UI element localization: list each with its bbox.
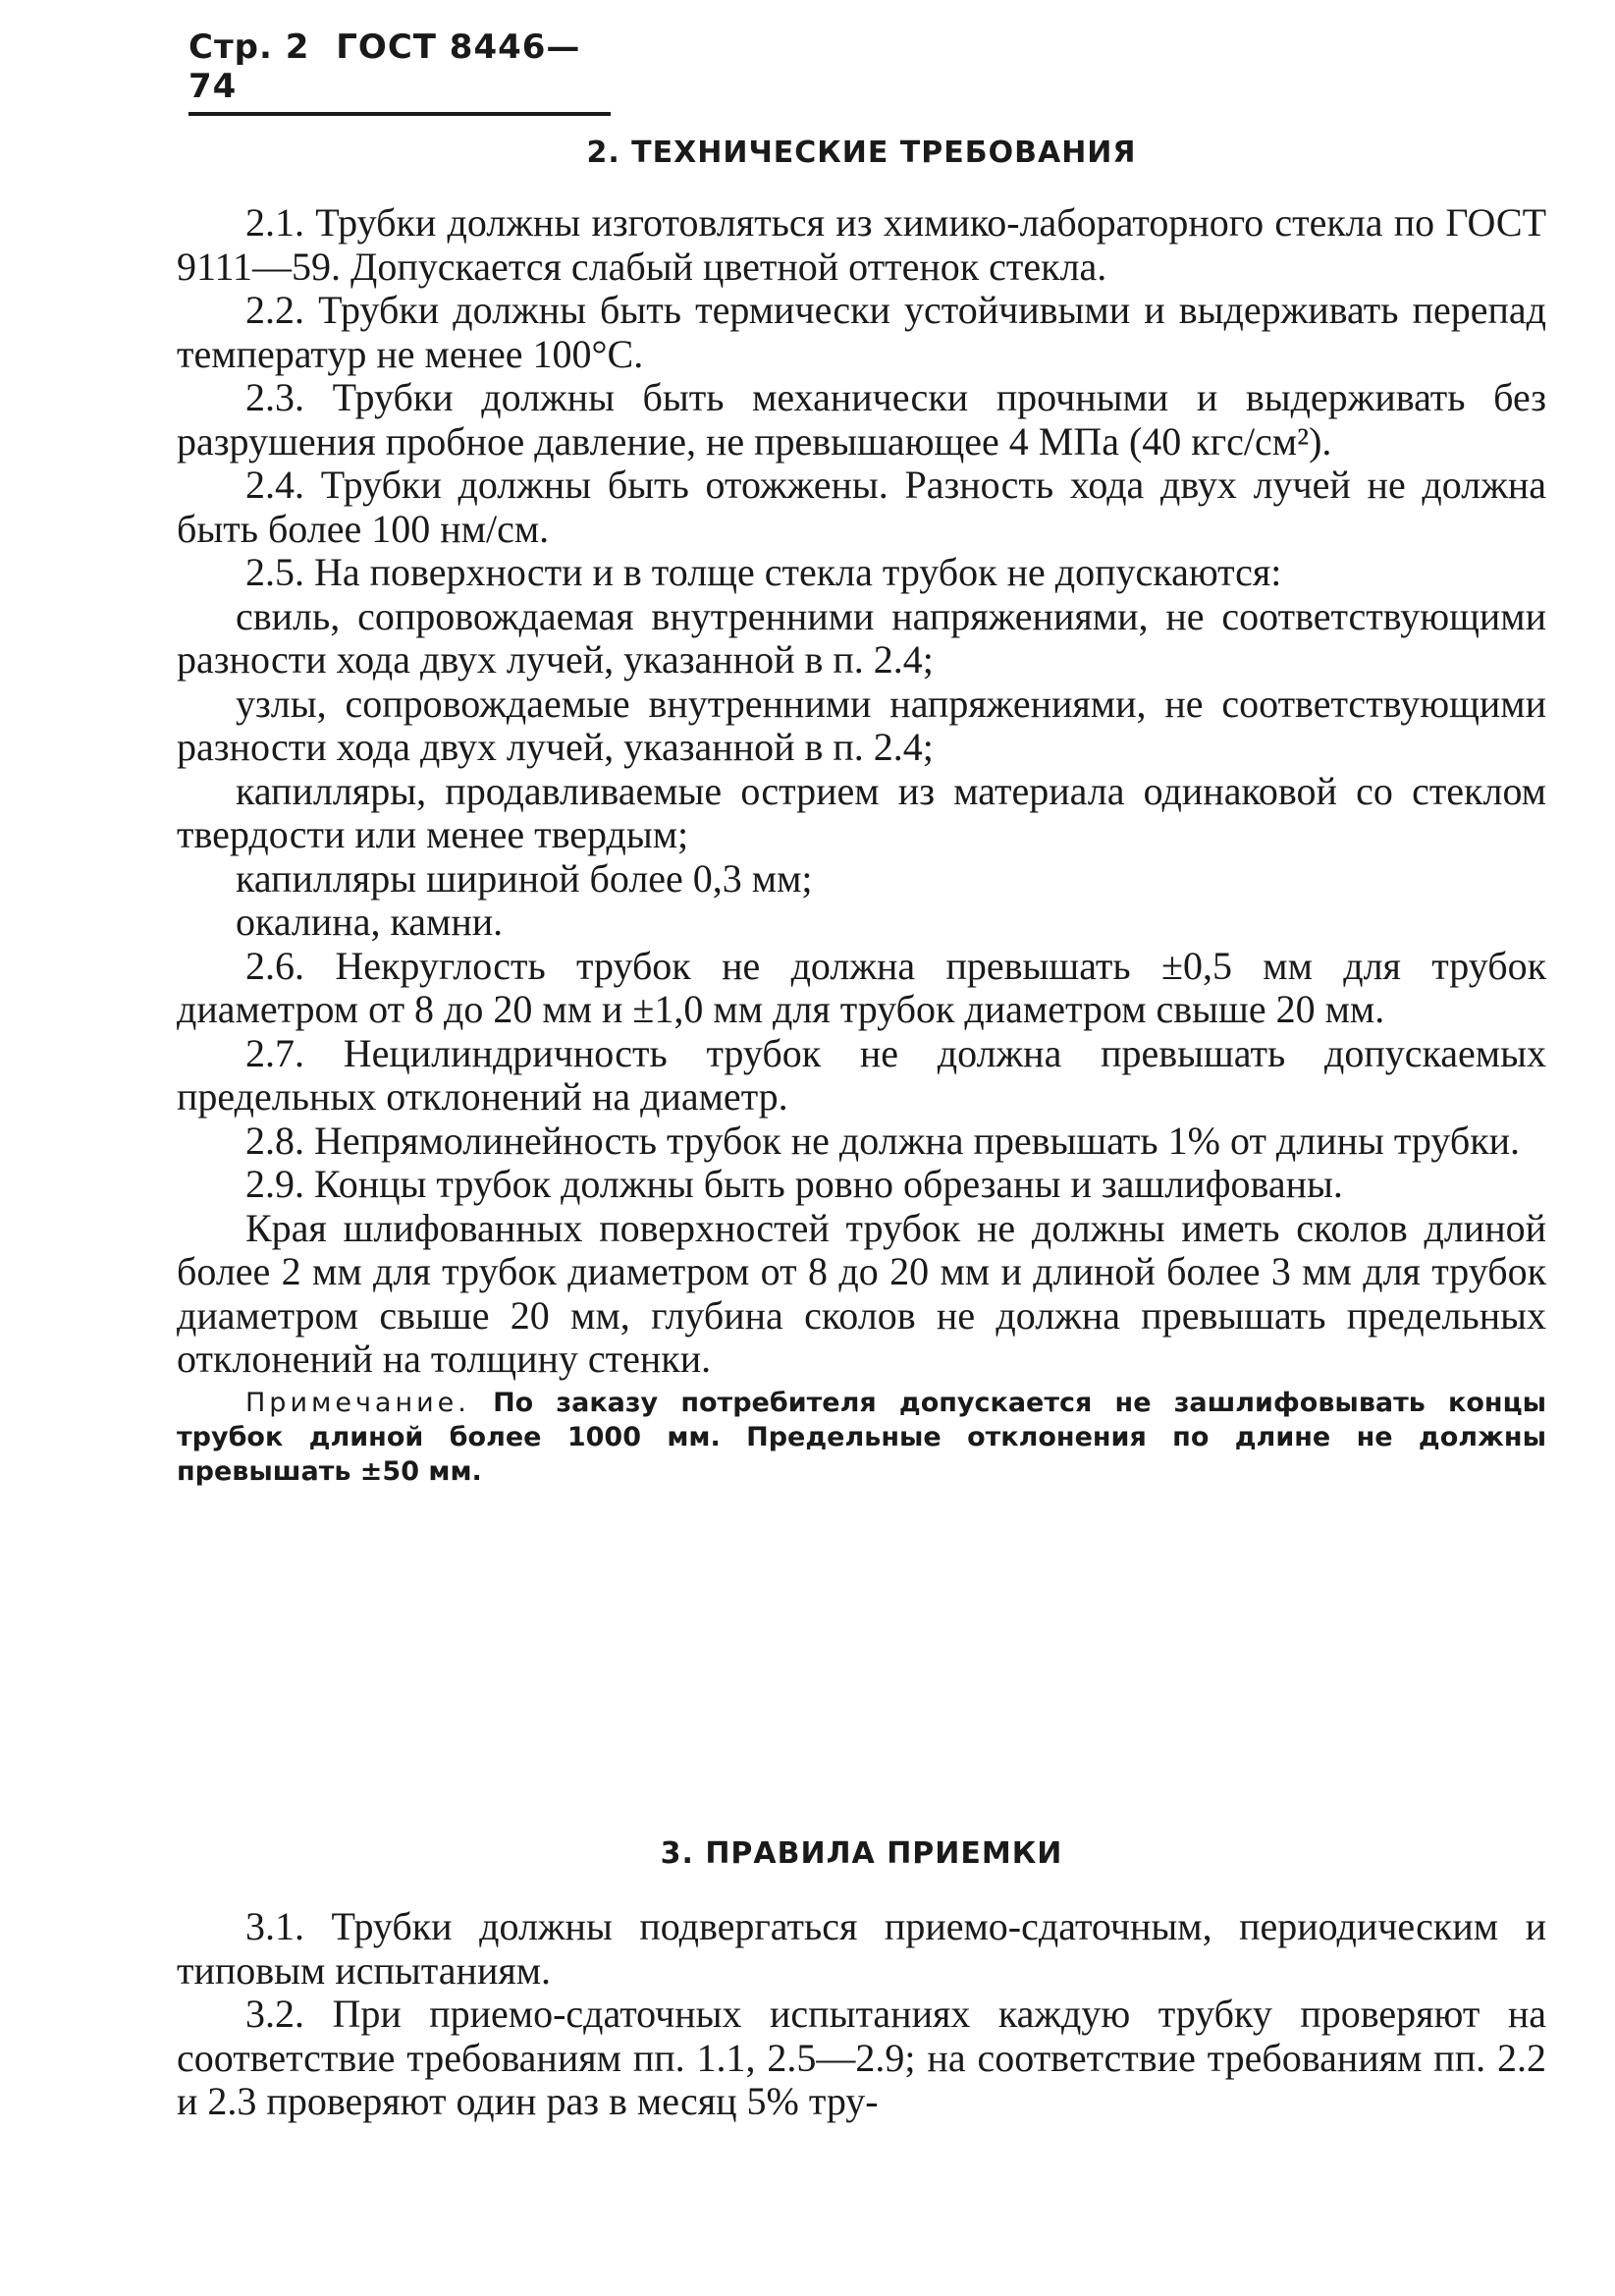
list-item-capillaries-pressed: капилляры, продавливаемые острием из материала одинаковой со стеклом твердости или менее твердым;: [177, 768, 1546, 856]
note-text: По заказу потребителя допускается не зашлифовывать концы трубок длиной более 1000 мм. Предельные отклонения по длине не должны превышать ±50 мм.: [177, 1387, 1546, 1487]
paragraph-2-9: 2.9. Концы трубок должны быть ровно обрезаны и зашлифованы.: [245, 1162, 1343, 1206]
list-item-knots: узлы, сопровождаемые внутренними напряжениями, не соответствующими разности хода двух лучей, указанной в п. 2.4;: [177, 681, 1546, 769]
paragraph-2-4: 2.4. Трубки должны быть отожжены. Разность хода двух лучей не должна быть более 100 нм/см.: [177, 463, 1546, 551]
page-number: Стр. 2: [188, 27, 310, 67]
paragraph-3-1: 3.1. Трубки должны подвергаться приемо-сдаточным, периодическим и типовым испытаниям.: [177, 1904, 1546, 1993]
paragraph-2-3: 2.3. Трубки должны быть механически прочными и выдерживать без разрушения пробное давление, не превышающее 4 МПа (40 кгс/см²).: [177, 375, 1546, 464]
section-2-title: 2. ТЕХНИЧЕСКИЕ ТРЕБОВАНИЯ: [586, 136, 1137, 170]
section-3-title: 3. ПРАВИЛА ПРИЕМКИ: [660, 1836, 1063, 1871]
list-item-scale-stones: окалина, камни.: [236, 900, 504, 944]
list-item-schlieren: свиль, сопровождаемая внутренними напряжениями, не соответствующими разности хода двух лучей, указанной в п. 2.4;: [177, 593, 1546, 682]
page-header: [188, 27, 611, 116]
standard-number: ГОСТ 8446—74: [188, 27, 581, 106]
list-item-capillaries-width: капилляры шириной более 0,3 мм;: [236, 855, 813, 901]
note-label: Примечание.: [245, 1387, 470, 1418]
paragraph-2-1: 2.1. Трубки должны изготовляться из химико-лабораторного стекла по ГОСТ 9111—59. Допускается слабый цветной оттенок стекла.: [177, 200, 1546, 289]
paragraph-2-6: 2.6. Некруглость трубок не должна превышать ±0,5 мм для трубок диаметром от 8 до 20 мм и ±1,0 мм для трубок диаметром свыше 20 мм.: [177, 943, 1546, 1031]
paragraph-3-2: 3.2. При приемо-сдаточных испытаниях каждую трубку проверяют на соответствие требованиям пп. 1.1, 2.5—2.9; на соответствие требованиям пп. 2.2 и 2.3 проверяют один раз в месяц 5% тру-: [177, 1992, 1546, 2123]
paragraph-2-8: 2.8. Непрямолинейность трубок не должна превышать 1% от длины трубки.: [245, 1118, 1521, 1163]
note: [177, 1386, 1546, 1489]
paragraph-2-2: 2.2. Трубки должны быть термически устойчивыми и выдерживать перепад температур не менее 100°С.: [177, 288, 1546, 376]
section-2-body: [177, 201, 1546, 1489]
section-3-body: [177, 1905, 1546, 2124]
paragraph-2-7: 2.7. Нецилиндричность трубок не должна превышать допускаемых предельных отклонений на диаметр.: [177, 1030, 1546, 1119]
paragraph-2-5: 2.5. На поверхности и в толще стекла трубок не допускаются:: [245, 550, 1282, 594]
paragraph-edges: Края шлифованных поверхностей трубок не должны иметь сколов длиной более 2 мм для трубок диаметром от 8 до 20 мм и длиной более 3 мм для трубок диаметром свыше 20 мм, глубина сколов не должна превышать предельных отклонений на толщину стенки.: [177, 1205, 1546, 1381]
